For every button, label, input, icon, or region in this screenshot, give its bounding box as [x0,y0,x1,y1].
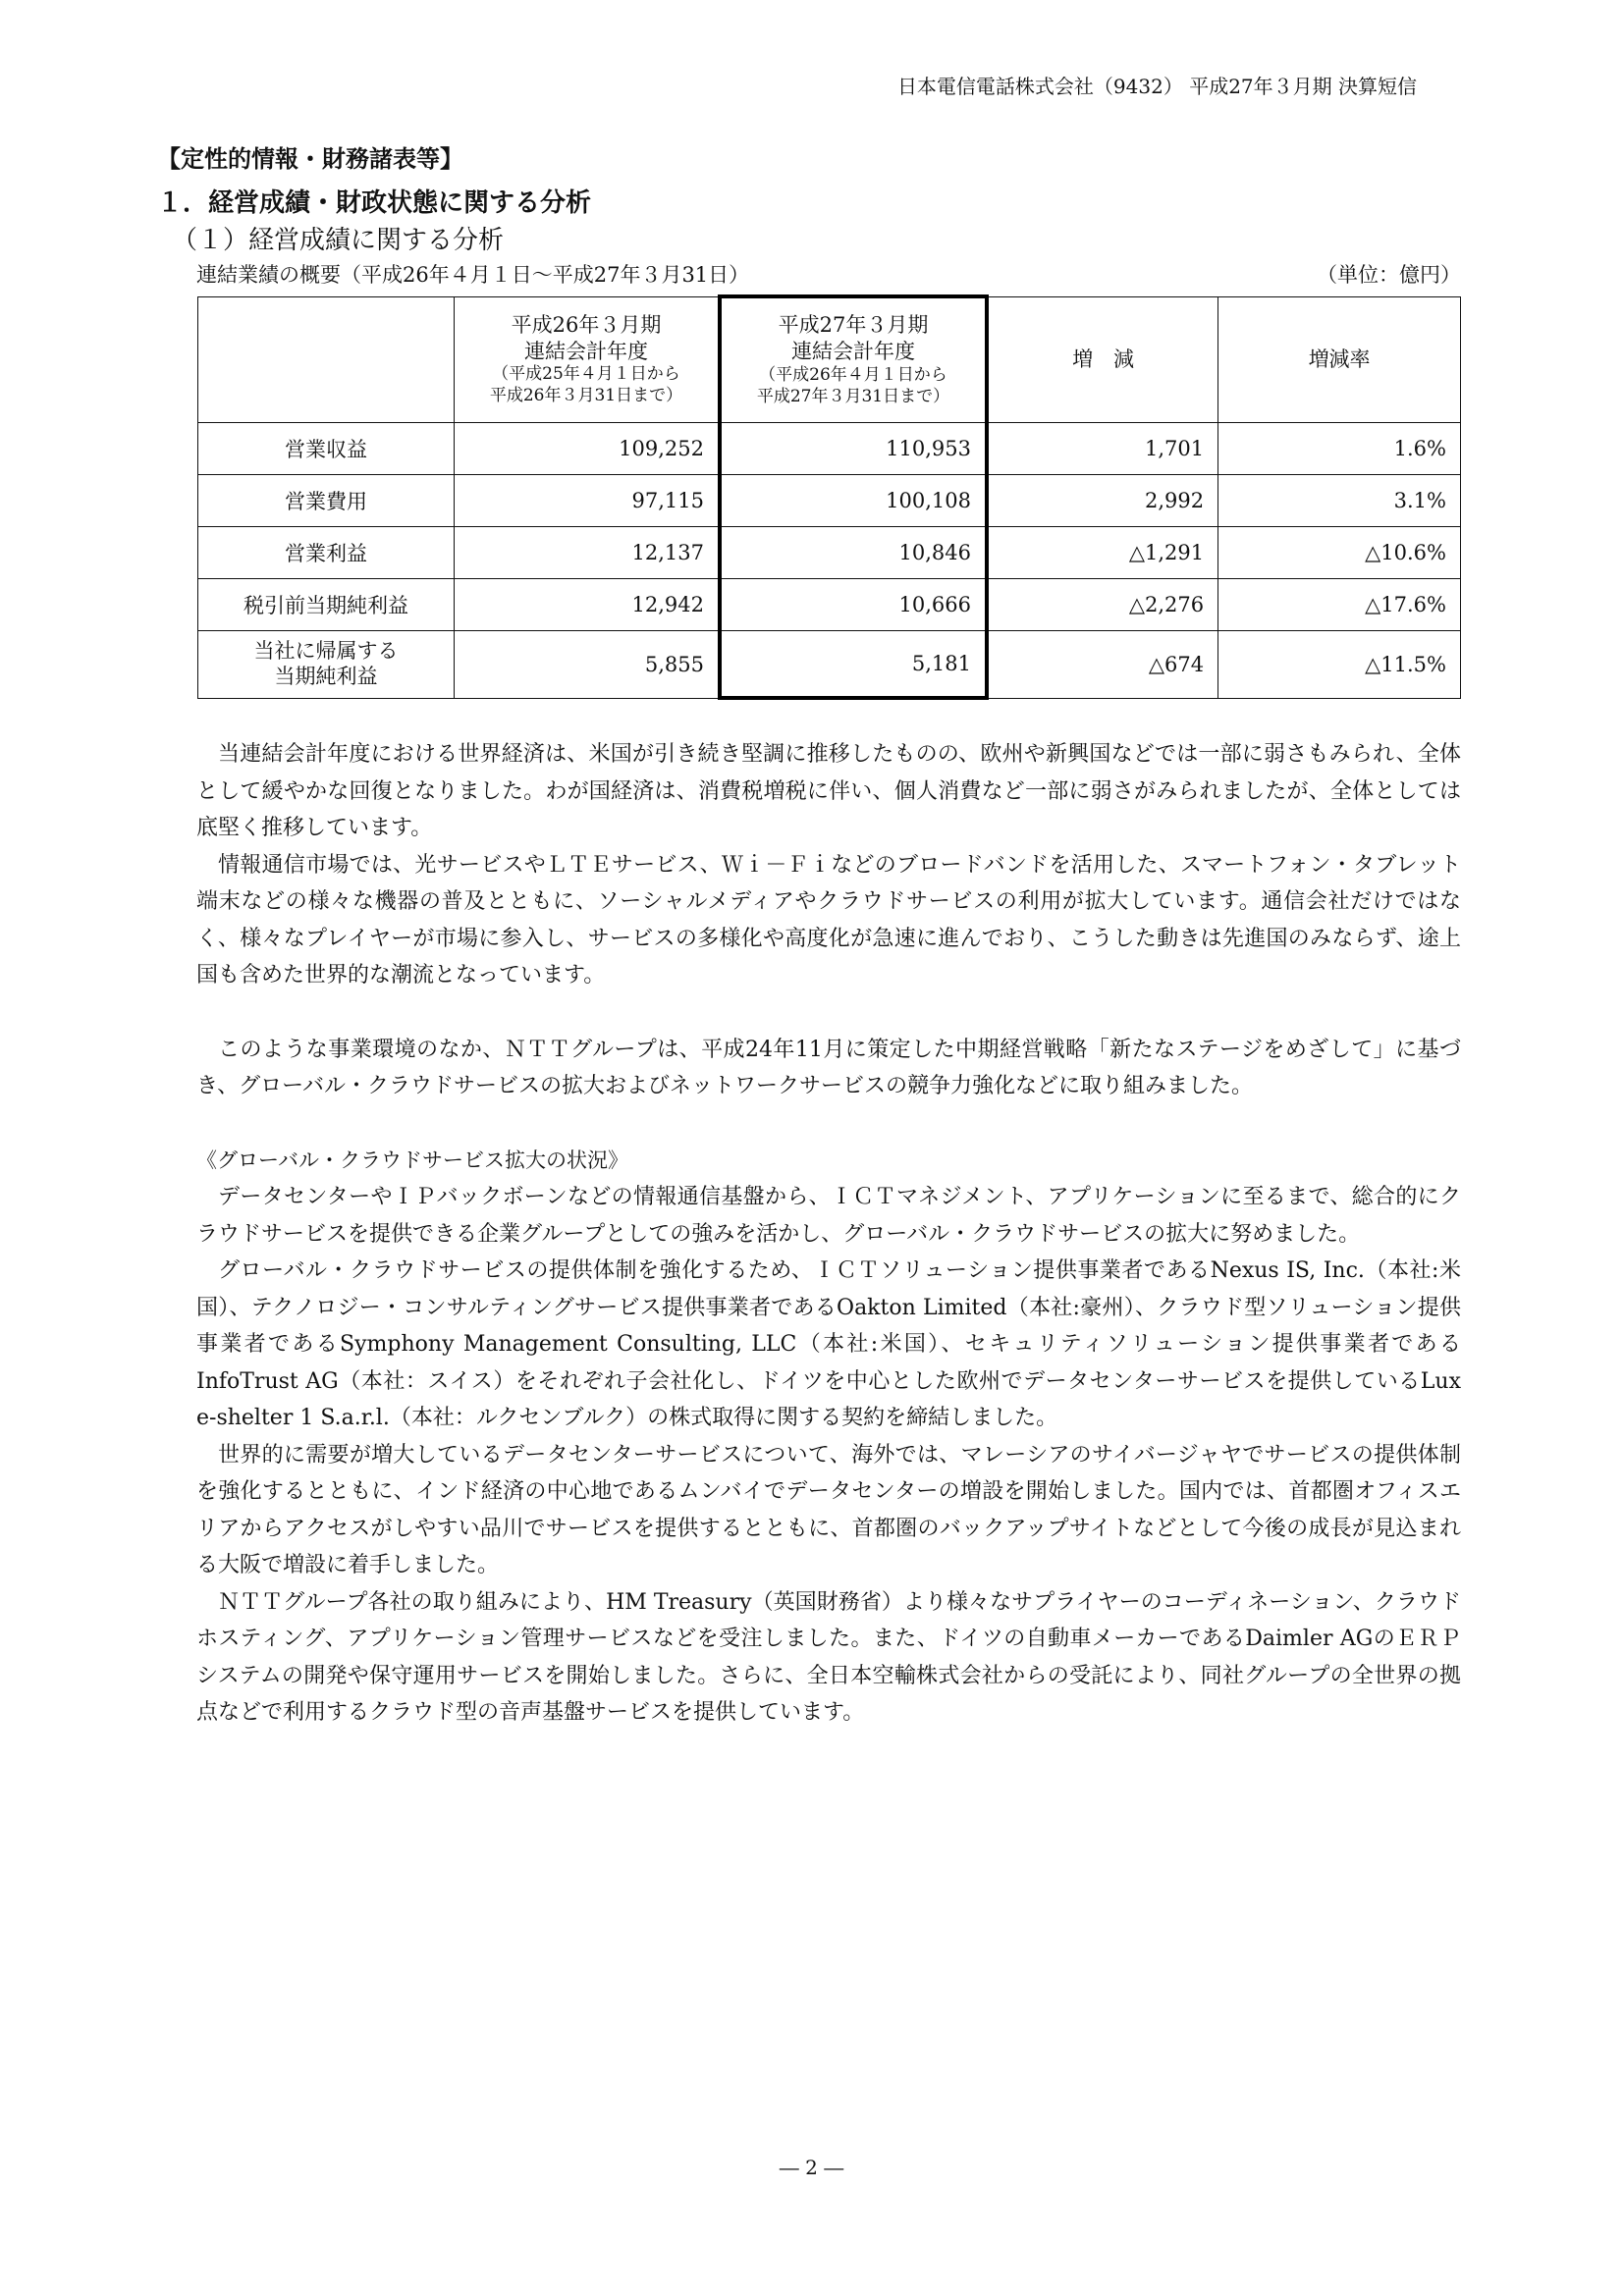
subheading-global-cloud: 《グローバル・クラウドサービス拡大の状況》 [196,1148,628,1172]
paragraph-gap [196,994,1461,1032]
paragraph-datacenter: 世界的に需要が増大しているデータセンターサービスについて、海外では、マレーシアのサイバージャヤでサービスの提供体制を強化するとともに、インド経済の中心地であるムンバイでデータセンターの増設を開始しました。国内では、首都圏オフィスエリアからアクセスがしやすい品川でサービスを提供するとともに、首都圏のバックアップサイトなどとして今後の成長が見込まれる大阪で増設に着手しました。 [196,1442,1461,1577]
cell-change: 2,992 [987,475,1218,527]
table-row [198,631,1461,699]
table-row [198,579,1461,631]
paragraph-world-economy: 当連結会計年度における世界経済は、米国が引き続き堅調に推移したものの、欧州や新興国などでは一部に弱さもみられ、全体として緩やかな回復となりました。わが国経済は、消費税増税に伴い、個人消費など一部に弱さがみられましたが、全体としては底堅く推移しています。 [196,742,1461,840]
row-label: 営業収益 [198,423,455,475]
paragraph-orders: ＮＴＴグループ各社の取り組みにより、HM Treasury（英国財務省）より様々なサプライヤーのコーディネーション、クラウドホスティング、アプリケーション管理サービスなどを受注しました。また、ドイツの自動車メーカーであるDaimler AGのＥＲＰシステムの開発や保守運用サービスを開始しました。さらに、全日本空輸株式会社からの受託により、同社グループの全世界の拠点などで利用するクラウド型の音声基盤サービスを提供しています。 [196,1589,1461,1725]
paragraph-ntt-strategy: このような事業環境のなか、ＮＴＴグループは、平成24年11月に策定した中期経営戦略「新たなステージをめざして」に基づき、グローバル・クラウドサービスの拡大およびネットワークサービスの競争力強化などに取り組みました。 [196,1037,1461,1098]
paragraph-acquisitions: グローバル・クラウドサービスの提供体制を強化するため、ＩＣＴソリューション提供事業者であるNexus IS, Inc.（本社:米国）、テクノロジー・コンサルティングサービス提供事業者であるOakton Limited（本社:豪州）、クラウド型ソリューション提供事業者であるSymphony Management Consulting, LLC（本社:米国）、セキュリティソリューション提供事業者であるInfoTrust AG（本社：スイス）をそれぞれ子会社化し、ドイツを中心とした欧州でデータセンターサービスを提供しているLux e-shelter 1 S.a.r.l.（本社：ルクセンブルク）の株式取得に関する契約を締結しました。 [196,1258,1461,1430]
subsection-title: （１）経営成績に関する分析 [172,226,505,255]
row-label-line2: 当期純利益 [274,664,378,688]
table-row [198,527,1461,579]
cell-curr: 100,108 [720,475,987,527]
cell-prev: 5,855 [455,631,721,699]
row-label: 営業費用 [198,475,455,527]
cell-change: △1,291 [987,527,1218,579]
results-table [197,294,1461,700]
row-label: 税引前当期純利益 [198,579,455,631]
analysis-body [196,736,1461,1732]
cell-curr: 110,953 [720,423,987,475]
row-label: 営業利益 [198,527,455,579]
cell-prev: 12,137 [455,527,721,579]
cell-change: △674 [987,631,1218,699]
cell-change: 1,701 [987,423,1218,475]
cell-prev: 109,252 [455,423,721,475]
header-curr-line1: 平成27年３月期 [778,313,929,338]
header-blank [198,296,455,423]
paragraph-cloud-strength: データセンターやＩＰバックボーンなどの情報通信基盤から、ＩＣＴマネジメント、アプリケーションに至るまで、総合的にクラウドサービスを提供できる企業グループとしての強みを活かし、グローバル・クラウドサービスの拡大に努めました。 [196,1185,1461,1247]
header-rate: 増減率 [1218,296,1461,423]
cell-rate: △17.6% [1218,579,1461,631]
section-title: 【定性的情報・財務諸表等】 [157,145,463,173]
table-row [198,423,1461,475]
table-header-row [198,296,1461,423]
paragraph-ict-market: 情報通信市場では、光サービスやＬＴＥサービス、Ｗｉ－Ｆｉなどのブロードバンドを活用した、スマートフォン・タブレット端末などの様々な機器の普及とともに、ソーシャルメディアやクラウドサービスの利用が拡大しています。通信会社だけではなく、様々なプレイヤーが市場に参入し、サービスの多様化や高度化が急速に進んでおり、こうした動きは先進国のみならず、途上国も含めた世界的な潮流となっています。 [196,852,1461,988]
header-change: 増 減 [987,296,1218,423]
chapter-title: １．経営成績・財政状態に関する分析 [157,188,592,218]
cell-rate: △10.6% [1218,527,1461,579]
cell-rate: △11.5% [1218,631,1461,699]
cell-curr: 10,846 [720,527,987,579]
header-curr-line2: 連結会計年度 [791,340,915,364]
table-row [198,475,1461,527]
header-curr-line3: （平成26年４月１日から [759,365,947,386]
header-prev-line1: 平成26年３月期 [511,312,662,337]
cell-change: △2,276 [987,579,1218,631]
header-curr-year [720,296,987,423]
header-prev-line2: 連結会計年度 [524,339,648,363]
cell-rate: 1.6% [1218,423,1461,475]
table-caption: 連結業績の概要（平成26年４月１日～平成27年３月31日） [196,263,750,287]
page-header: 日本電信電話株式会社（9432） 平成27年３月期 決算短信 [896,75,1417,98]
header-prev-line3: （平成25年４月１日から [492,364,680,385]
cell-curr: 5,181 [720,631,987,699]
header-prev-line4: 平成26年３月31日まで） [489,386,683,406]
cell-prev: 12,942 [455,579,721,631]
row-label-line1: 当社に帰属する [253,639,399,664]
table-caption-row [196,259,1461,289]
cell-rate: 3.1% [1218,475,1461,527]
paragraph-gap [196,1105,1461,1143]
row-label [198,631,455,699]
table-unit: （単位：億円） [1317,263,1461,287]
cell-prev: 97,115 [455,475,721,527]
page-number: ― 2 ― [779,2156,844,2179]
header-prev-year [455,296,721,423]
header-curr-line4: 平成27年３月31日まで） [756,386,950,406]
cell-curr: 10,666 [720,579,987,631]
